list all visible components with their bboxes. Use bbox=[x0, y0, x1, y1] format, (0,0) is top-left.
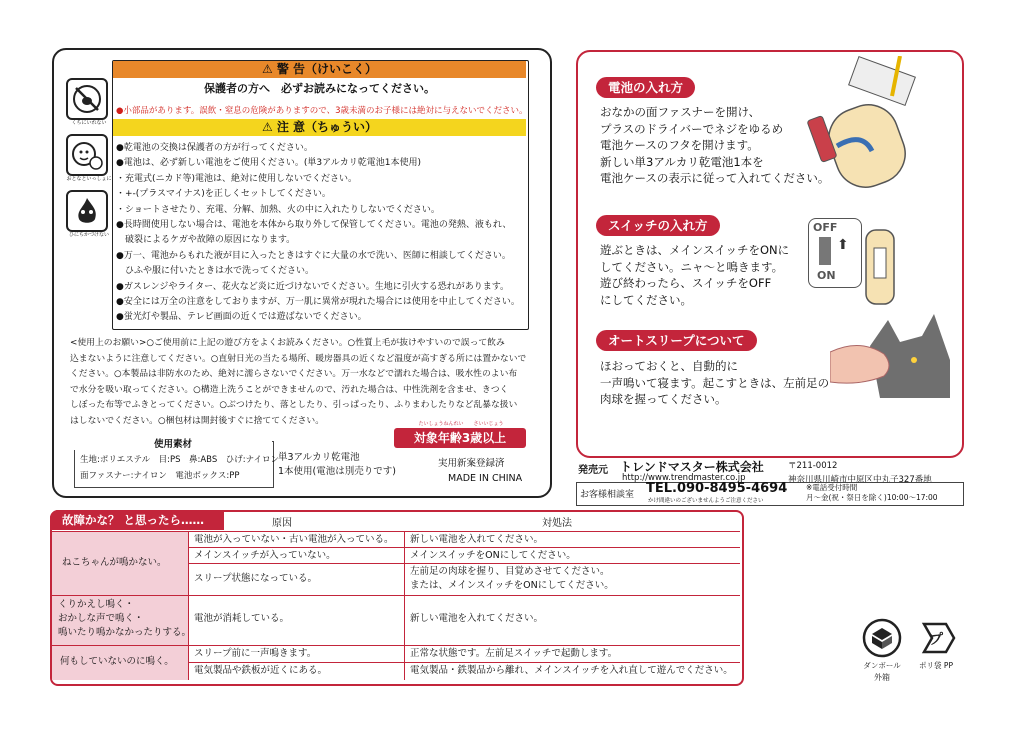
symptom-text: 何もしていないのに鳴く。 bbox=[60, 656, 174, 667]
table-rule bbox=[188, 662, 740, 663]
caution-item: ●乾電池の交換は保護者の方が行ってください。 bbox=[116, 143, 313, 153]
instruction-line: プラスのドライバーでネジをゆるめ bbox=[600, 121, 784, 136]
fix-text: または、メインスイッチをONにしてください。 bbox=[410, 580, 614, 591]
troubleshooting-title: 故障かな？ と思ったら…… bbox=[50, 510, 224, 530]
switch-title: スイッチの入れ方 bbox=[596, 215, 720, 236]
arrow-up-icon: ⬆ bbox=[837, 237, 849, 253]
cause-text: 電池が入っていない・古い電池が入っている。 bbox=[194, 534, 394, 545]
table-rule bbox=[188, 531, 189, 680]
fix-text: 新しい電池を入れてください。 bbox=[410, 534, 544, 545]
cause-text: スリープ前に一声鳴きます。 bbox=[194, 648, 317, 659]
cause-text: 電気製品や鉄板が近くにある。 bbox=[194, 665, 328, 676]
instruction-line: してください。ニャ～と鳴きます。 bbox=[600, 259, 784, 274]
instruction-line: 肉球を握ってください。 bbox=[600, 392, 727, 407]
cardboard-label: ダンボール bbox=[863, 661, 901, 670]
caution-item: ●蛍光灯や製品、テレビ画面の近くでは遊ばないでください。 bbox=[116, 312, 367, 323]
fix-column-header: 対処法 bbox=[542, 518, 572, 529]
instruction-line: 電池ケースのフタを開けます。 bbox=[600, 138, 759, 153]
materials-line: 面ファスナー:ナイロン 電池ボックス:PP bbox=[80, 471, 240, 481]
support-note: かけ間違いのございませんようご注意ください bbox=[648, 498, 764, 504]
instruction-line: 新しい単3アルカリ乾電池1本を bbox=[600, 154, 764, 169]
cause-text: スリープ状態になっている。 bbox=[194, 573, 318, 584]
fix-text: 電気製品・鉄製品から離れ、メインスイッチを入れ直して遊んでください。 bbox=[410, 665, 733, 676]
cat-belly-illustration bbox=[862, 226, 902, 310]
instruction-line: 遊ぶときは、メインスイッチをONに bbox=[600, 243, 790, 257]
table-rule bbox=[52, 531, 740, 532]
caution-header: ⚠ 注 意（ちゅうい） bbox=[113, 119, 526, 136]
symptom-text: 鳴いたり鳴かなかったりする。 bbox=[58, 627, 192, 638]
no-fire-icon bbox=[66, 190, 109, 238]
caution-item: ・+-(プラスマイナス)を正しくセットしてください。 bbox=[116, 189, 331, 200]
cause-text: メインスイッチが入っていない。 bbox=[194, 550, 336, 561]
battery-case-illustration bbox=[792, 56, 952, 196]
switch-knob bbox=[819, 237, 831, 265]
battery-note bbox=[278, 451, 422, 479]
plastic-bag-label: ポリ袋 PP bbox=[919, 661, 953, 670]
usage-note-line: はしないでください。○梱包材は開封後すぐに捨ててください。 bbox=[70, 415, 324, 426]
support-hours: 月～金(祝・祭日を除く)10:00～17:00 bbox=[806, 493, 938, 502]
switch-instructions bbox=[600, 242, 789, 308]
battery-note-line: 単3アルカリ乾電池 bbox=[278, 452, 360, 463]
instruction-line: ほおっておくと、自動的に bbox=[600, 359, 738, 373]
instruction-line: 一声鳴いて寝ます。起こすときは、左前足の bbox=[600, 375, 830, 390]
caution-item: ●安全には万全の注意をしておりますが、万一肌に異常が現れた場合には使用を中止してください。 bbox=[116, 297, 520, 308]
autosleep-instructions bbox=[600, 358, 829, 408]
usage-note-line: しぼった布等でふきとってください。○ぶつけたり、落としたり、引っぱったり、ふりまわしたりなど乱暴な扱い bbox=[70, 400, 518, 410]
usage-notes bbox=[70, 336, 532, 429]
cause-text: 電池が消耗している。 bbox=[194, 613, 290, 624]
switch-on-label: ON bbox=[817, 269, 836, 282]
seller-label: 発売元 bbox=[578, 465, 608, 476]
cardboard-recycle-icon bbox=[862, 618, 902, 658]
support-label: お客様相談室 bbox=[580, 490, 635, 500]
fix-text: 新しい電池を入れてください。 bbox=[410, 613, 544, 624]
usage-note-line: ください。○本製品は非防水のため、絶対に濡らさないでください。万一水などで濡れた場合は、吸水性のよい布 bbox=[70, 369, 518, 379]
instruction-line: にしてください。 bbox=[600, 292, 692, 307]
cat-paw-illustration bbox=[830, 302, 956, 398]
symptom-text: くりかえし鳴く・ bbox=[58, 599, 135, 610]
age-badge: 対象年齢3歳以上 bbox=[394, 428, 526, 448]
pictogram-caption: おとなといっしょに bbox=[66, 176, 112, 182]
usage-note-line: <使用上のお願い>○ご使用前に上記の遊び方をよくお読みください。○性質上毛が抜けやすいので誤って飲み bbox=[70, 338, 505, 348]
adult-with-child-icon bbox=[66, 134, 112, 182]
pictogram-caption: くちにいれない bbox=[71, 120, 107, 126]
support-hours-title: ※電話受付時間 bbox=[806, 483, 858, 492]
warning-header: ⚠ 警 告（けいこく） bbox=[113, 61, 526, 78]
age-ruby: たいしょうねんれい さいいじょう bbox=[418, 421, 504, 427]
symptom-text: おかしな声で鳴く・ bbox=[58, 613, 144, 624]
caution-item: ●万一、電池からもれた液が目に入ったときはすぐに大量の水で洗い、医師に相談してください。 bbox=[116, 250, 511, 261]
caution-item: ひふや服に付いたときは水で洗ってください。 bbox=[116, 266, 315, 277]
caution-list bbox=[116, 141, 524, 326]
seller-address: 神奈川県川崎市中原区中丸子327番地 bbox=[788, 475, 932, 485]
usage-note-line: 込まないように注意してください。○直射日光の当たる場所、暖房器具の近くなど温度が高すぎる所には置かないで bbox=[70, 353, 527, 364]
warning-text: ●小部品があります。誤飲・窒息の危険がありますので、3歳未満のお子様には絶対に与えないでください。 bbox=[116, 106, 528, 116]
pictogram-column bbox=[66, 78, 112, 246]
seller-zip: 〒211-0012 bbox=[788, 461, 838, 471]
switch-diagram bbox=[808, 218, 862, 288]
materials-line: 生地:ポリエステル 目:PS 鼻:ABS ひげ:ナイロン bbox=[80, 455, 280, 465]
caution-item: ●ガスレンジやライター、花火など炎に近づけないでください。生地に引火する恐れがあります。 bbox=[116, 281, 510, 292]
pictogram-caption: ひにちかづけない bbox=[68, 232, 109, 238]
caution-item: ●電池は、必ず新しい電池をご使用ください。(単3アルカリ乾電池1本使用) bbox=[116, 158, 421, 169]
usage-note-line: で水分を吸い取ってください。○構造上洗うことができませんので、汚れた場合は、中性洗剤を含ませ、きつく bbox=[70, 384, 509, 395]
battery-note-line: 1本使用(電池は別売りです) bbox=[278, 466, 396, 477]
svg-text:プ: プ bbox=[929, 632, 943, 648]
fix-text: 左前足の肉球を握り、目覚めさせてください。 bbox=[410, 566, 610, 577]
battery-title: 電池の入れ方 bbox=[596, 77, 695, 98]
table-rule bbox=[404, 531, 405, 680]
symptom-text: ねこちゃんが鳴かない。 bbox=[62, 557, 167, 568]
table-rule bbox=[52, 645, 740, 646]
fix-text: 正常な状態です。左前足スイッチで起動します。 bbox=[410, 648, 618, 659]
registration-text: 実用新案登録済 bbox=[438, 458, 505, 469]
caution-item: ・ショートさせたり、充電、分解、加熱、火の中に入れたりしないでください。 bbox=[116, 204, 440, 215]
seller-name: トレンドマスター株式会社 bbox=[620, 460, 764, 474]
caution-item: 破裂によるケガや故障の原因になります。 bbox=[116, 235, 296, 246]
caution-item: ・充電式(ニカド等)電池は、絶対に使用しないでください。 bbox=[116, 173, 358, 184]
made-in-text: MADE IN CHINA bbox=[448, 473, 523, 484]
warning-subheader: 保護者の方へ 必ずお読みになってください。 bbox=[204, 82, 435, 95]
autosleep-title: オートスリープについて bbox=[596, 330, 757, 351]
cause-column-header: 原因 bbox=[272, 518, 292, 529]
switch-off-label: OFF bbox=[813, 221, 838, 234]
fix-text: メインスイッチをONにしてください。 bbox=[410, 550, 576, 561]
materials-title: 使用素材 bbox=[74, 436, 272, 450]
support-tel[interactable]: TEL.090-8495-4694 bbox=[646, 481, 788, 496]
instruction-line: おなかの面ファスナーを開け、 bbox=[600, 105, 761, 119]
caution-item: ●長時間使用しない場合は、電池を本体から取り外して保管してください。電池の発熱、液もれ、 bbox=[116, 220, 512, 231]
plastic-recycle-icon bbox=[916, 618, 958, 658]
instruction-line: 遊び終わったら、スイッチをOFF bbox=[600, 276, 772, 291]
no-mouth-icon bbox=[66, 78, 108, 126]
table-rule bbox=[52, 595, 740, 596]
instruction-line: 電池ケースの表示に従って入れてください。 bbox=[600, 171, 830, 186]
cardboard-sub-label: 外箱 bbox=[874, 673, 890, 682]
seller-url[interactable]: http://www.trendmaster.co.jp bbox=[622, 473, 746, 483]
